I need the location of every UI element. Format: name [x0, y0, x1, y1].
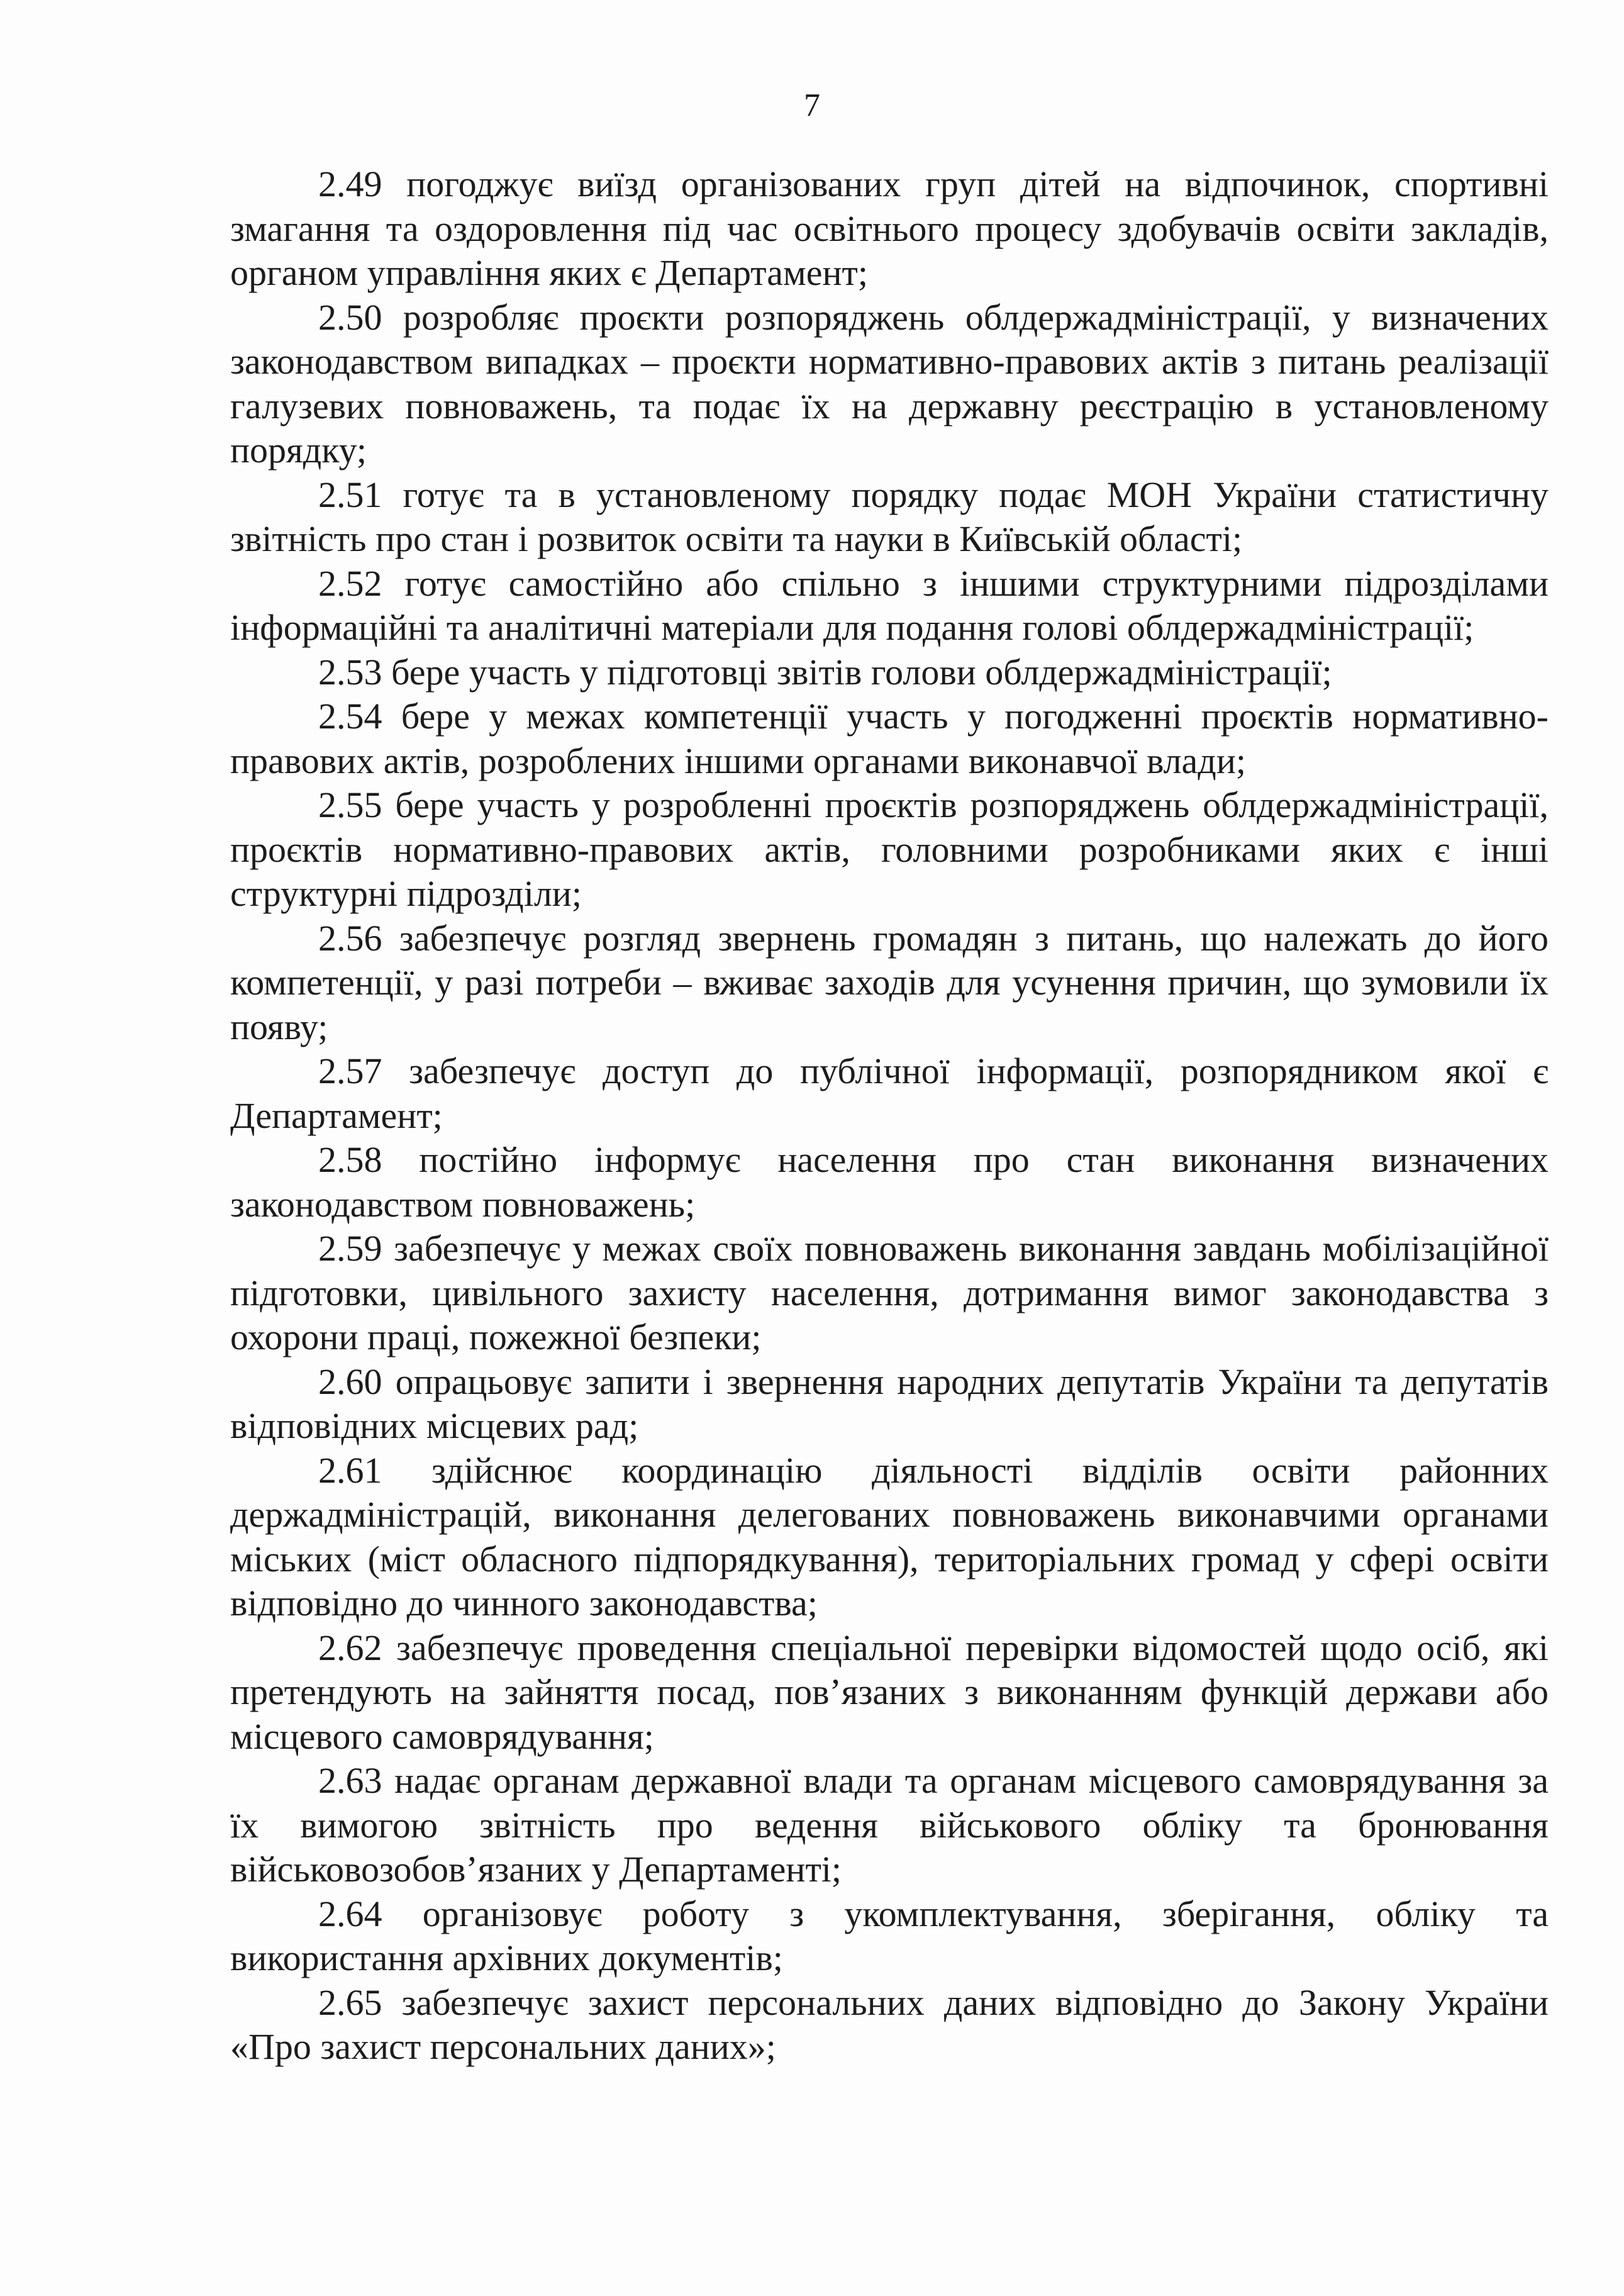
paragraph-2-59: 2.59 забезпечує у межах своїх повноважень виконання завдань мобілізаційної підготовки, цивільного захисту населення, дотримання вимог законодавства з охорони праці, пожежної безпеки; — [230, 1228, 1549, 1357]
page-number: 7 — [804, 87, 820, 123]
paragraph-2-53: 2.53 бере участь у підготовці звітів голови облдержадміністрації; — [318, 651, 1332, 693]
paragraph-2-49: 2.49 погоджує виїзд організованих груп дітей на відпочинок, спортивні змагання та оздоровлення під час освітнього процесу здобувачів освіти закладів, органом управління яких є Департамент; — [230, 164, 1549, 293]
document-body — [230, 162, 1549, 2070]
paragraph-2-58: 2.58 постійно інформує населення про стан виконання визначених законодавством повноважень; — [230, 1139, 1549, 1225]
paragraph-2-52: 2.52 готує самостійно або спільно з іншими структурними підрозділами інформаційні та аналітичні матеріали для подання голові облдержадміністрації; — [230, 562, 1549, 648]
paragraph-2-56: 2.56 забезпечує розгляд звернень громадян з питань, що належать до його компетенції, у разі потреби – вживає заходів для усунення причин, що зумовили їх появу; — [230, 917, 1549, 1047]
paragraph-2-65: 2.65 забезпечує захист персональних даних відповідно до Закону України «Про захист персональних даних»; — [230, 1981, 1549, 2067]
paragraph-2-54: 2.54 бере у межах компетенції участь у погодженні проєктів нормативно-правових актів, розроблених іншими органами виконавчої влади; — [230, 696, 1549, 781]
paragraph-2-55: 2.55 бере участь у розробленні проєктів розпоряджень облдержадміністрації, проєктів нормативно-правових актів, головними розробниками яких є інші структурні підрозділи; — [230, 784, 1549, 914]
paragraph-2-57: 2.57 забезпечує доступ до публічної інформації, розпорядником якої є Департамент; — [230, 1050, 1549, 1136]
paragraph-2-63: 2.63 надає органам державної влади та органам місцевого самоврядування за їх вимогою звітність про ведення військового обліку та бронювання військовозобов’язаних у Департаменті; — [230, 1760, 1549, 1890]
paragraph-2-51: 2.51 готує та в установленому порядку подає МОН України статистичну звітність про стан і розвиток освіти та науки в Київській області; — [230, 474, 1549, 559]
paragraph-2-64: 2.64 організовує роботу з укомплектування, зберігання, обліку та використання архівних документів; — [230, 1893, 1549, 1978]
paragraph-2-62: 2.62 забезпечує проведення спеціальної перевірки відомостей щодо осіб, які претендують на зайняття посад, пов’язаних з виконанням функцій держави або місцевого самоврядування; — [230, 1627, 1549, 1757]
paragraph-2-61: 2.61 здійснює координацію діяльності відділів освіти районних держадміністрацій, виконання делегованих повноважень виконавчими органами міських (міст обласного підпорядкування), територіальних громад у сфері освіти відповідно до чинного законодавства; — [230, 1449, 1549, 1624]
paragraph-2-60: 2.60 опрацьовує запити і звернення народних депутатів України та депутатів відповідних місцевих рад; — [230, 1361, 1549, 1446]
paragraph-2-50: 2.50 розробляє проєкти розпоряджень облдержадміністрації, у визначених законодавством випадках – проєкти нормативно-правових актів з питань реалізації галузевих повноважень, та подає їх на державну реєстрацію в установленому порядку; — [230, 296, 1549, 471]
